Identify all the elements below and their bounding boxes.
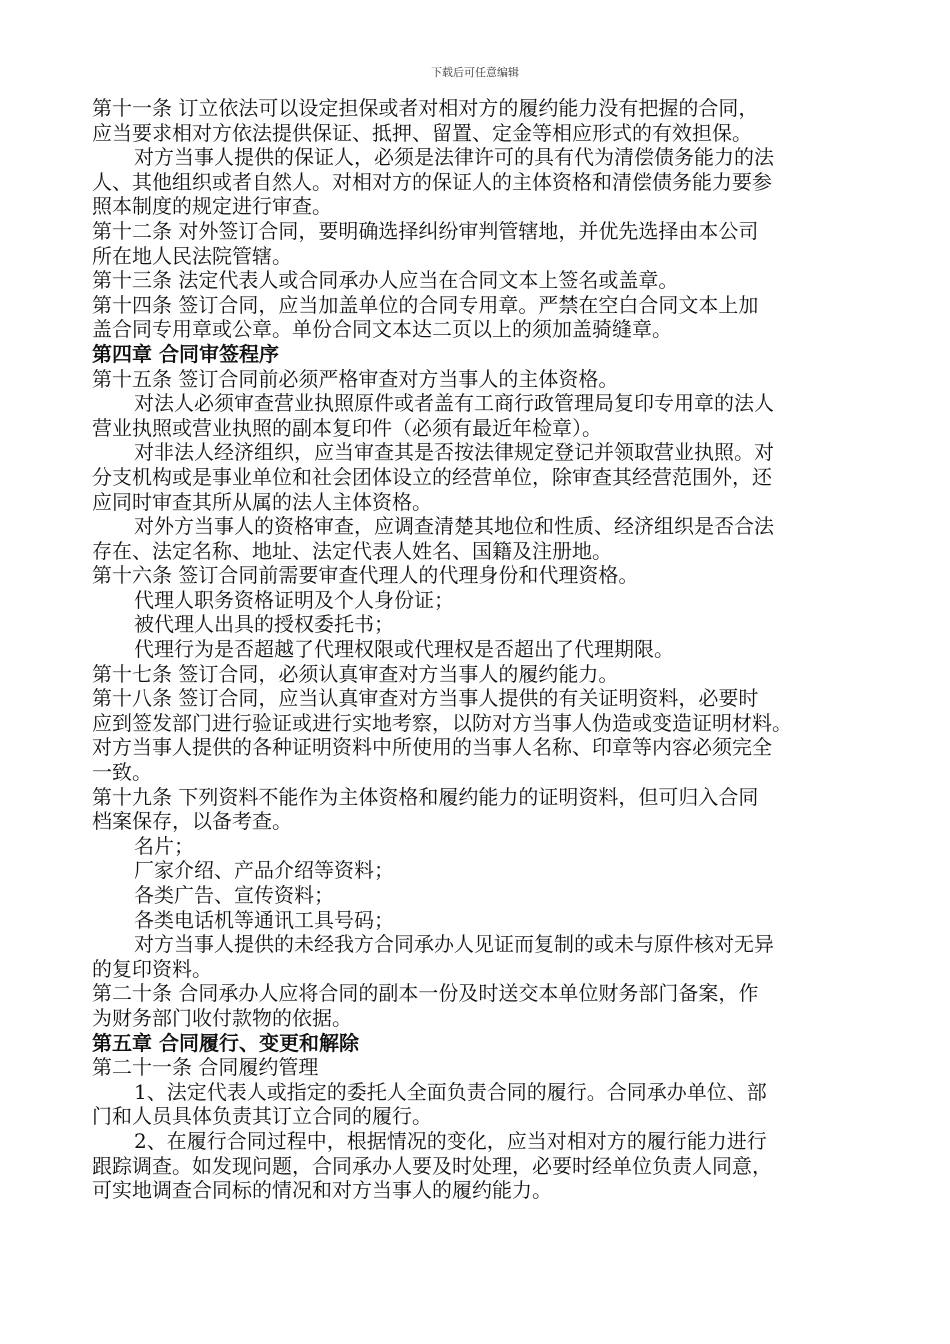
- text-line: 第十一条 订立依法可以设定担保或者对相对方的履约能力没有把握的合同，: [92, 96, 759, 120]
- text-line: 可实地调查合同标的情况和对方当事人的履约能力。: [92, 1178, 552, 1203]
- text-line: 对非法人经济组织，应当审查其是否按法律规定登记并领取营业执照。对: [134, 440, 774, 465]
- text-line: 第十六条 签订合同前需要审查代理人的代理身份和代理资格。: [92, 563, 639, 588]
- text-line: 盖合同专用章或公章。单份合同文本达二页以上的须加盖骑缝章。: [92, 317, 672, 342]
- text-line: 第十二条 对外签订合同，要明确选择纠纷审判管辖地，并优先选择由本公司: [92, 218, 759, 243]
- page-header: 下载后可任意编辑: [431, 66, 519, 79]
- chapter-heading: 第五章 合同履行、变更和解除: [92, 1030, 359, 1055]
- text-line: 档案保存，以备考查。: [92, 809, 292, 834]
- chapter-heading: 第四章 合同审签程序: [92, 341, 279, 366]
- text-line: 第十三条 法定代表人或合同承办人应当在合同文本上签名或盖章。: [92, 268, 679, 293]
- document-body: [92, 96, 872, 1203]
- text-line: 门和人员具体负责其订立合同的履行。: [92, 1104, 432, 1129]
- text-line: 为财务部门收付款物的依据。: [92, 1005, 352, 1030]
- text-line: 各类广告、宣传资料；: [134, 883, 334, 907]
- text-line: 第十五条 签订合同前必须严格审查对方当事人的主体资格。: [92, 366, 619, 391]
- text-line: 应同时审查其所从属的法人主体资格。: [92, 489, 432, 514]
- text-line: 对方当事人提供的保证人，必须是法律许可的具有代为清偿债务能力的法: [134, 145, 774, 170]
- text-line: 人、其他组织或者自然人。对相对方的保证人的主体资格和清偿债务能力要参: [92, 169, 772, 194]
- text-line: 对方当事人提供的未经我方合同承办人见证而复制的或未与原件核对无异: [134, 932, 774, 957]
- text-line: 各类电话机等通讯工具号码；: [134, 907, 394, 932]
- text-line: 2、在履行合同过程中，根据情况的变化，应当对相对方的履行能力进行: [134, 1128, 767, 1153]
- text-line: 存在、法定名称、地址、法定代表人姓名、国籍及注册地。: [92, 538, 612, 563]
- text-line: 所在地人民法院管辖。: [92, 243, 292, 268]
- text-line: 对外方当事人的资格审查，应调查清楚其地位和性质、经济组织是否合法: [134, 514, 774, 539]
- text-line: 厂家介绍、产品介绍等资料；: [134, 858, 394, 883]
- text-line: 代理行为是否超越了代理权限或代理权是否超出了代理期限。: [134, 637, 674, 662]
- text-line: 应当要求相对方依法提供保证、抵押、留置、定金等相应形式的有效担保。: [92, 120, 752, 145]
- text-line: 对法人必须审查营业执照原件或者盖有工商行政管理局复印专用章的法人: [134, 391, 774, 416]
- text-line: 应到签发部门进行验证或进行实地考察，以防对方当事人伪造或变造证明材料。: [92, 710, 792, 735]
- text-line: 一致。: [92, 760, 152, 785]
- text-line: 第十四条 签订合同，应当加盖单位的合同专用章。严禁在空白合同文本上加: [92, 292, 759, 317]
- text-line: 对方当事人提供的各种证明资料中所使用的当事人名称、印章等内容必须完全: [92, 735, 772, 760]
- text-line: 分支机构或是事业单位和社会团体设立的经营单位，除审查其经营范围外，还: [92, 464, 772, 489]
- text-line: 照本制度的规定进行审查。: [92, 194, 332, 219]
- text-line: 1、法定代表人或指定的委托人全面负责合同的履行。合同承办单位、部: [134, 1079, 767, 1104]
- text-line: 被代理人出具的授权委托书；: [134, 612, 394, 637]
- text-line: 代理人职务资格证明及个人身份证；: [134, 587, 454, 612]
- text-line: 名片；: [134, 833, 194, 858]
- text-line: 跟踪调查。如发现问题，合同承办人要及时处理，必要时经单位负责人同意，: [92, 1153, 772, 1178]
- text-line: 营业执照或营业执照的副本复印件（必须有最近年检章）。: [92, 415, 602, 440]
- text-line: 第十七条 签订合同，必须认真审查对方当事人的履约能力。: [92, 661, 619, 686]
- text-line: 第十九条 下列资料不能作为主体资格和履约能力的证明资料，但可归入合同: [92, 784, 759, 809]
- text-line: 第二十条 合同承办人应将合同的副本一份及时送交本单位财务部门备案，作: [92, 981, 759, 1006]
- text-line: 第十八条 签订合同，应当认真审查对方当事人提供的有关证明资料，必要时: [92, 686, 759, 711]
- text-line: 第二十一条 合同履约管理: [92, 1055, 319, 1080]
- text-line: 的复印资料。: [92, 956, 212, 981]
